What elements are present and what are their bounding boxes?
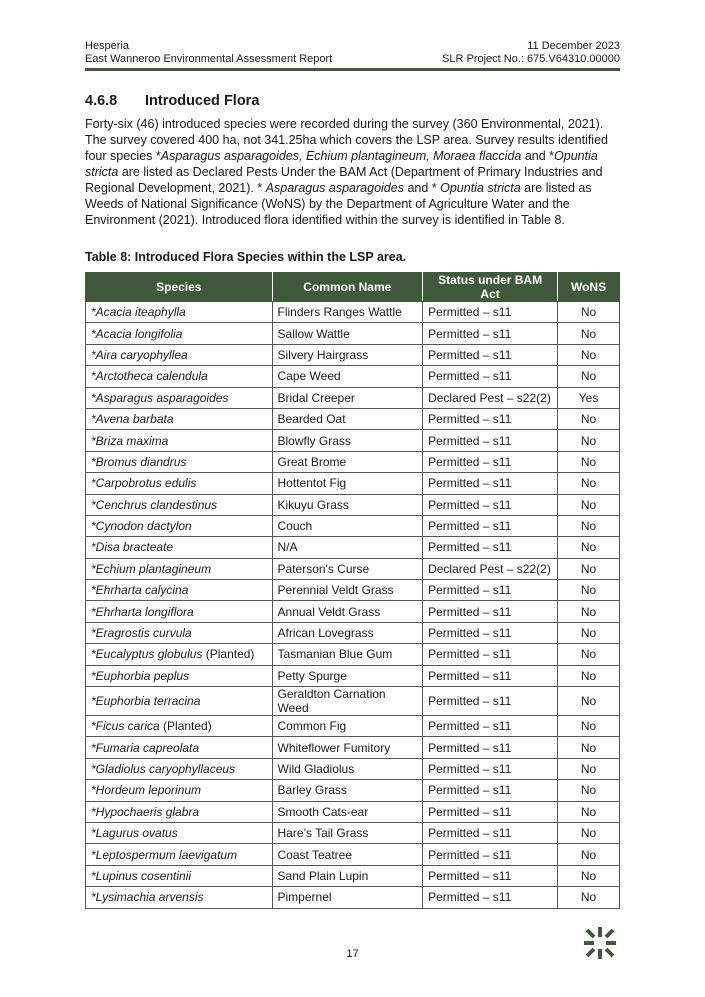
header-left	[85, 40, 332, 66]
table-row	[86, 822, 620, 843]
status-cell: Permitted – s11	[423, 580, 558, 601]
status-cell: Permitted – s11	[423, 537, 558, 558]
section-paragraph	[85, 116, 620, 228]
table-row	[86, 473, 620, 494]
section-heading	[85, 93, 259, 109]
common-name-cell: Paterson's Curse	[272, 558, 423, 579]
paragraph-text: are listed as Weeds of National Significance (WoNS) by the Department of Agriculture Water and the Environment (2021). Introduced flora identified within the survey is identified in Table 8.	[85, 181, 592, 227]
species-name: *Gladiolus caryophyllaceus	[91, 762, 236, 776]
wons-cell: No	[558, 844, 620, 865]
common-name-cell: Sallow Wattle	[272, 323, 423, 344]
status-cell: Permitted – s11	[423, 451, 558, 472]
wons-cell: No	[558, 408, 620, 429]
paragraph-text: and *	[403, 181, 441, 195]
table-row	[86, 580, 620, 601]
common-name-cell: Whiteflower Fumitory	[272, 737, 423, 758]
status-cell: Permitted – s11	[423, 801, 558, 822]
project-number: SLR Project No.: 675.V64310.00000	[442, 53, 620, 65]
species-cell	[86, 665, 273, 686]
column-header-status: Status under BAM Act	[423, 273, 558, 302]
wons-cell: No	[558, 758, 620, 779]
wons-cell: No	[558, 302, 620, 323]
common-name-cell: Bearded Oat	[272, 408, 423, 429]
wons-cell: No	[558, 737, 620, 758]
column-header-wons: WoNS	[558, 273, 620, 302]
species-cell	[86, 494, 273, 515]
species-cell	[86, 687, 273, 716]
table-row	[86, 408, 620, 429]
species-cell	[86, 716, 273, 737]
table-row	[86, 780, 620, 801]
table-row	[86, 687, 620, 716]
table-row	[86, 515, 620, 536]
status-cell: Permitted – s11	[423, 887, 558, 908]
species-name: *Fumaria capreolata	[91, 740, 200, 755]
common-name-cell: Flinders Ranges Wattle	[272, 302, 423, 323]
wons-cell: No	[558, 366, 620, 387]
species-name: *Leptospermum laevigatum	[91, 847, 238, 862]
header-right	[442, 40, 620, 66]
species-name: *Eragrostis curvula	[91, 626, 192, 641]
species-cell	[86, 537, 273, 558]
status-cell: Permitted – s11	[423, 622, 558, 643]
status-cell: Declared Pest – s22(2)	[423, 558, 558, 579]
wons-cell: No	[558, 580, 620, 601]
status-cell: Permitted – s11	[423, 473, 558, 494]
species-name: *Euphorbia terracina	[91, 694, 201, 709]
common-name-cell: Bridal Creeper	[272, 387, 423, 408]
species-name: *Avena barbata	[91, 412, 174, 427]
status-cell: Permitted – s11	[423, 408, 558, 429]
status-cell: Permitted – s11	[423, 865, 558, 886]
common-name-cell: Couch	[272, 515, 423, 536]
species-cell	[86, 644, 273, 665]
table-row	[86, 537, 620, 558]
status-cell: Permitted – s11	[423, 844, 558, 865]
common-name-cell: Petty Spurge	[272, 665, 423, 686]
species-name: *Acacia longifolia	[91, 326, 183, 341]
common-name-cell: Perennial Veldt Grass	[272, 580, 423, 601]
common-name-cell: Hottentot Fig	[272, 473, 423, 494]
table-row	[86, 758, 620, 779]
column-header-species: Species	[86, 273, 273, 302]
wons-cell: No	[558, 558, 620, 579]
table-row	[86, 887, 620, 908]
status-cell: Permitted – s11	[423, 780, 558, 801]
table-row	[86, 451, 620, 472]
common-name-cell: Wild Gladiolus	[272, 758, 423, 779]
species-name-italic: Asparagus asparagoides, Echium plantagineum, Moraea flaccida	[160, 149, 522, 163]
species-name: *Ehrharta calycina	[91, 583, 189, 598]
common-name-cell: Silvery Hairgrass	[272, 344, 423, 365]
common-name-cell: Tasmanian Blue Gum	[272, 644, 423, 665]
wons-cell: No	[558, 665, 620, 686]
common-name-cell: N/A	[272, 537, 423, 558]
wons-cell: No	[558, 451, 620, 472]
paragraph-text: Forty-six (46) introduced species were recorded during the survey (360 Environmental, 2021). The survey covered 400 ha, not 341.25ha which covers the LSP area. Survey results identified four species *	[85, 117, 608, 163]
species-name: *Cenchrus clandestinus	[91, 497, 218, 512]
status-cell: Permitted – s11	[423, 687, 558, 716]
species-name: *Arctotheca calendula	[91, 369, 208, 384]
common-name-cell: Smooth Cats-ear	[272, 801, 423, 822]
company-name: Hesperia	[85, 40, 130, 52]
status-cell: Permitted – s11	[423, 758, 558, 779]
species-name: *Acacia iteaphylla	[91, 305, 186, 320]
species-name: *Briza maxima	[91, 433, 169, 448]
table-row	[86, 622, 620, 643]
species-name-italic: Opuntia stricta	[440, 181, 521, 195]
species-cell	[86, 844, 273, 865]
wons-cell: No	[558, 822, 620, 843]
species-cell	[86, 344, 273, 365]
wons-cell: No	[558, 780, 620, 801]
wons-cell: No	[558, 344, 620, 365]
status-cell: Permitted – s11	[423, 601, 558, 622]
species-cell	[86, 737, 273, 758]
species-cell	[86, 430, 273, 451]
wons-cell: No	[558, 537, 620, 558]
table-row	[86, 323, 620, 344]
species-name: *Ehrharta longiflora	[91, 604, 194, 619]
common-name-cell: Geraldton Carnation Weed	[272, 687, 423, 716]
table-row	[86, 801, 620, 822]
table-row	[86, 344, 620, 365]
table-row	[86, 601, 620, 622]
status-cell: Permitted – s11	[423, 665, 558, 686]
species-cell	[86, 780, 273, 801]
status-cell: Permitted – s11	[423, 716, 558, 737]
wons-cell: No	[558, 801, 620, 822]
common-name-cell: African Lovegrass	[272, 622, 423, 643]
species-name: *Cynodon dactylon	[91, 519, 192, 534]
common-name-cell: Sand Plain Lupin	[272, 865, 423, 886]
status-cell: Permitted – s11	[423, 302, 558, 323]
species-name: *Hordeum leporinum	[91, 783, 202, 798]
wons-cell: No	[558, 622, 620, 643]
species-cell	[86, 366, 273, 387]
common-name-cell: Common Fig	[272, 716, 423, 737]
species-cell	[86, 822, 273, 843]
species-cell	[86, 515, 273, 536]
paragraph-text: are listed as Declared Pests Under the BAM Act (Department of Primary Industries and Regional Development, 2021). *	[85, 165, 603, 195]
table-row	[86, 430, 620, 451]
species-cell	[86, 323, 273, 344]
common-name-cell: Coast Teatree	[272, 844, 423, 865]
report-title: East Wanneroo Environmental Assessment Report	[85, 53, 333, 65]
common-name-cell: Barley Grass	[272, 780, 423, 801]
table-row	[86, 558, 620, 579]
status-cell: Permitted – s11	[423, 644, 558, 665]
common-name-cell: Annual Veldt Grass	[272, 601, 423, 622]
species-cell	[86, 580, 273, 601]
species-cell	[86, 451, 273, 472]
status-cell: Permitted – s11	[423, 430, 558, 451]
species-cell	[86, 887, 273, 908]
species-note: (Planted)	[159, 719, 212, 734]
status-cell: Permitted – s11	[423, 494, 558, 515]
species-note: (Planted)	[202, 647, 255, 662]
table-row	[86, 494, 620, 515]
wons-cell: No	[558, 601, 620, 622]
table-row	[86, 665, 620, 686]
wons-cell: No	[558, 865, 620, 886]
table-row	[86, 644, 620, 665]
page-number: 17	[346, 948, 359, 960]
wons-cell: No	[558, 644, 620, 665]
species-cell	[86, 801, 273, 822]
section-number: 4.6.8	[85, 93, 118, 109]
table-caption: Table 8: Introduced Flora Species within the LSP area.	[85, 250, 407, 264]
species-name: *Lysimachia arvensis	[91, 890, 204, 905]
section-title: Introduced Flora	[145, 93, 260, 109]
species-cell	[86, 387, 273, 408]
status-cell: Permitted – s11	[423, 737, 558, 758]
species-name: *Eucalyptus globulus	[91, 647, 203, 662]
common-name-cell: Hare’s Tail Grass	[272, 822, 423, 843]
status-cell: Declared Pest – s22(2)	[423, 387, 558, 408]
table-body	[86, 302, 620, 909]
table-header-row	[86, 273, 620, 302]
species-cell	[86, 408, 273, 429]
table-row	[86, 302, 620, 323]
common-name-cell: Blowfly Grass	[272, 430, 423, 451]
wons-cell: Yes	[558, 387, 620, 408]
column-header-common-name: Common Name	[272, 273, 423, 302]
table-row	[86, 716, 620, 737]
header-divider	[85, 68, 620, 71]
species-cell	[86, 865, 273, 886]
wons-cell: No	[558, 494, 620, 515]
species-name: *Echium plantagineum	[91, 561, 212, 576]
species-cell	[86, 473, 273, 494]
report-date: 11 December 2023	[527, 40, 620, 52]
wons-cell: No	[558, 887, 620, 908]
wons-cell: No	[558, 323, 620, 344]
table-row	[86, 865, 620, 886]
wons-cell: No	[558, 473, 620, 494]
paragraph-text: and *	[521, 149, 555, 163]
species-name: *Carpobrotus edulis	[91, 476, 197, 491]
wons-cell: No	[558, 716, 620, 737]
common-name-cell: Cape Weed	[272, 366, 423, 387]
species-name: *Disa bracteate	[91, 540, 174, 555]
wons-cell: No	[558, 515, 620, 536]
species-name: *Lagurus ovatus	[91, 826, 178, 841]
wons-cell: No	[558, 687, 620, 716]
common-name-cell: Kikuyu Grass	[272, 494, 423, 515]
species-cell	[86, 302, 273, 323]
species-name: *Lupinus cosentinii	[91, 868, 192, 883]
wons-cell: No	[558, 430, 620, 451]
table-row	[86, 366, 620, 387]
table-row	[86, 387, 620, 408]
species-cell	[86, 622, 273, 643]
status-cell: Permitted – s11	[423, 822, 558, 843]
species-name: *Bromus diandrus	[91, 454, 187, 469]
species-name: *Hypochaeris glabra	[91, 804, 200, 819]
table-row	[86, 737, 620, 758]
status-cell: Permitted – s11	[423, 366, 558, 387]
species-name: *Euphorbia peplus	[91, 668, 190, 683]
species-name: *Ficus carica	[91, 719, 160, 734]
species-name: *Aira caryophyllea	[91, 347, 188, 362]
species-name-italic: Opuntia stricta	[85, 149, 598, 179]
introduced-flora-table	[85, 272, 620, 909]
species-name-italic: Asparagus asparagoides	[265, 181, 404, 195]
status-cell: Permitted – s11	[423, 344, 558, 365]
table-row	[86, 844, 620, 865]
status-cell: Permitted – s11	[423, 323, 558, 344]
species-cell	[86, 601, 273, 622]
species-name: *Asparagus asparagoides	[91, 390, 229, 405]
slr-logo-icon	[583, 926, 617, 960]
species-cell	[86, 558, 273, 579]
species-cell	[86, 758, 273, 779]
common-name-cell: Pimpernel	[272, 887, 423, 908]
common-name-cell: Great Brome	[272, 451, 423, 472]
status-cell: Permitted – s11	[423, 515, 558, 536]
